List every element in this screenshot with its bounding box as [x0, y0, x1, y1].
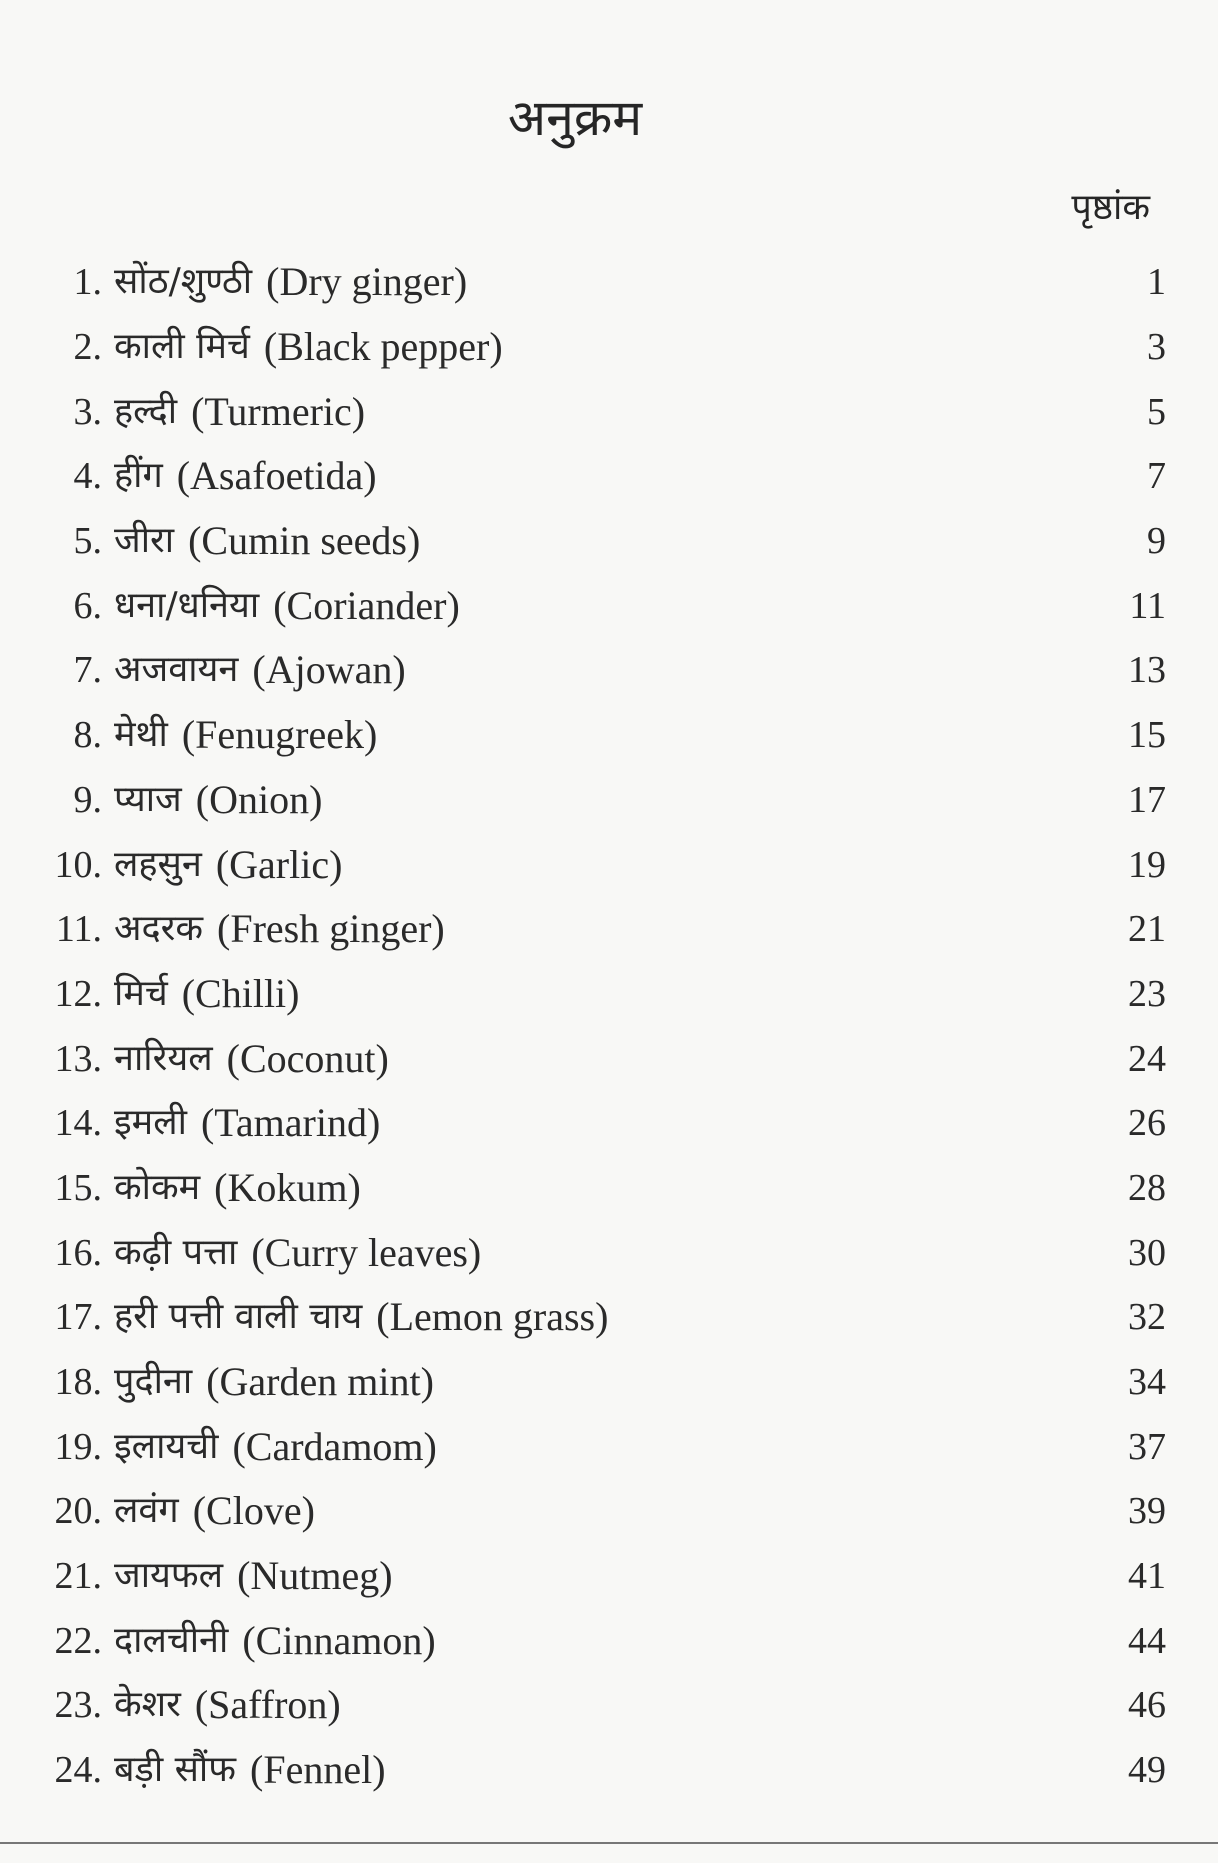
toc-entry-number: 3.	[73, 390, 102, 433]
toc-entry-hindi-title: अजवायन	[114, 649, 239, 691]
toc-entry-page-number: 39	[1128, 1490, 1166, 1533]
toc-entry-page-number: 37	[1128, 1425, 1166, 1468]
toc-entry-number: 4.	[73, 455, 102, 498]
toc-entry-english-title: (Fresh ginger)	[217, 906, 445, 952]
toc-entry-page-number: 7	[1147, 455, 1166, 498]
toc-entry-english-title: (Fennel)	[250, 1747, 386, 1793]
toc-entry-english-title: (Lemon grass)	[376, 1294, 609, 1340]
toc-entry-page-number: 21	[1128, 908, 1166, 951]
toc-entry	[36, 1220, 1166, 1285]
toc-entry-number: 6.	[73, 584, 102, 627]
toc-entry-english-title: (Garlic)	[215, 841, 343, 887]
toc-entry-hindi-title: काली मिर्च	[114, 326, 250, 368]
toc-entry	[36, 1285, 1166, 1350]
toc-entry-english-title: (Black pepper)	[263, 324, 503, 370]
toc-entry-english-title: (Cumin seeds)	[188, 518, 421, 564]
toc-entry	[36, 1479, 1166, 1544]
toc-entry-number: 19.	[54, 1425, 102, 1468]
toc-entry-page-number: 46	[1128, 1684, 1166, 1727]
toc-entry-hindi-title: जायफल	[114, 1555, 224, 1597]
toc-entry-number: 16.	[54, 1231, 102, 1274]
toc-entry-number: 17.	[54, 1296, 102, 1339]
toc-entry	[36, 250, 1166, 315]
toc-entry-english-title: (Nutmeg)	[237, 1553, 393, 1599]
toc-entry-page-number: 23	[1128, 972, 1166, 1015]
toc-entry	[36, 832, 1166, 897]
toc-entry-english-title: (Chilli)	[181, 970, 300, 1016]
toc-entry-hindi-title: हरी पत्ती वाली चाय	[114, 1296, 363, 1338]
toc-entry-hindi-title: कढ़ी पत्ता	[114, 1231, 238, 1273]
toc-entry-number: 22.	[54, 1619, 102, 1662]
toc-entry-hindi-title: नारियल	[114, 1037, 213, 1079]
toc-entry-hindi-title: कोकम	[114, 1166, 201, 1208]
toc-entry-number: 21.	[54, 1555, 102, 1598]
toc-entry-english-title: (Kokum)	[214, 1164, 361, 1210]
toc-entry-page-number: 32	[1128, 1296, 1166, 1339]
toc-entry-number: 13.	[54, 1037, 102, 1080]
toc-entry	[36, 1673, 1166, 1738]
toc-entry-number: 10.	[54, 843, 102, 886]
toc-entry	[36, 1738, 1166, 1803]
toc-entry-english-title: (Coriander)	[273, 582, 460, 628]
toc-entry-english-title: (Dry ginger)	[266, 259, 468, 305]
toc-entry-page-number: 28	[1128, 1166, 1166, 1209]
toc-entry-number: 8.	[73, 714, 102, 757]
toc-entry-page-number: 17	[1128, 778, 1166, 821]
toc-entry-hindi-title: मेथी	[114, 714, 168, 756]
toc-entry-english-title: (Tamarind)	[200, 1100, 381, 1146]
toc-entry	[36, 897, 1166, 962]
toc-entry-english-title: (Coconut)	[226, 1035, 389, 1081]
toc-entry-page-number: 49	[1128, 1749, 1166, 1792]
toc-entry-page-number: 5	[1147, 390, 1166, 433]
toc-entry-page-number: 44	[1128, 1619, 1166, 1662]
toc-entry-hindi-title: बड़ी सौंफ	[114, 1749, 236, 1791]
toc-entry-hindi-title: हल्दी	[114, 390, 178, 432]
toc-entry-hindi-title: केशर	[114, 1684, 181, 1726]
toc-entry	[36, 444, 1166, 509]
toc-entry-english-title: (Fenugreek)	[181, 712, 378, 758]
toc-entry-english-title: (Ajowan)	[252, 647, 406, 693]
toc-entry-page-number: 3	[1147, 326, 1166, 369]
toc-entry-english-title: (Cinnamon)	[242, 1617, 436, 1663]
toc-entry	[36, 1608, 1166, 1673]
toc-entry-number: 15.	[54, 1166, 102, 1209]
toc-entry-english-title: (Garden mint)	[206, 1359, 434, 1405]
toc-entry-number: 11.	[55, 908, 102, 951]
toc-entry-english-title: (Onion)	[195, 776, 323, 822]
toc-entry-page-number: 9	[1147, 520, 1166, 563]
bottom-divider	[0, 1842, 1218, 1844]
toc-entry-english-title: (Asafoetida)	[176, 453, 377, 499]
toc-entry-english-title: (Saffron)	[194, 1682, 341, 1728]
toc-entry-number: 24.	[54, 1749, 102, 1792]
toc-entry	[36, 1026, 1166, 1091]
toc-entry-hindi-title: लहसुन	[114, 843, 202, 885]
toc-entry-page-number: 34	[1128, 1361, 1166, 1404]
toc-entry-hindi-title: धना/धनिया	[114, 584, 260, 626]
toc-entry-page-number: 13	[1128, 649, 1166, 692]
toc-entry	[36, 1350, 1166, 1415]
toc-entry	[36, 638, 1166, 703]
toc-entry-page-number: 41	[1128, 1555, 1166, 1598]
toc-entry-english-title: (Curry leaves)	[251, 1229, 482, 1275]
toc-entry-number: 12.	[54, 972, 102, 1015]
toc-entry-english-title: (Turmeric)	[191, 388, 366, 434]
toc-entry	[36, 1156, 1166, 1221]
toc-entry	[36, 1091, 1166, 1156]
toc-entry-page-number: 15	[1128, 714, 1166, 757]
toc-entry-english-title: (Cardamom)	[232, 1423, 437, 1469]
table-of-contents	[36, 250, 1166, 1803]
toc-entry-hindi-title: पुदीना	[114, 1361, 193, 1403]
toc-entry-number: 23.	[54, 1684, 102, 1727]
toc-entry-hindi-title: इमली	[114, 1102, 187, 1144]
toc-entry	[36, 509, 1166, 574]
toc-entry-page-number: 30	[1128, 1231, 1166, 1274]
toc-entry	[36, 1544, 1166, 1609]
toc-entry	[36, 379, 1166, 444]
toc-entry-hindi-title: लवंग	[114, 1490, 179, 1532]
toc-entry-hindi-title: सोंठ/शुण्ठी	[114, 261, 253, 303]
toc-entry-page-number: 11	[1129, 584, 1166, 627]
toc-entry-number: 14.	[54, 1102, 102, 1145]
toc-entry	[36, 573, 1166, 638]
toc-entry-number: 7.	[73, 649, 102, 692]
toc-entry-page-number: 19	[1128, 843, 1166, 886]
toc-entry-number: 2.	[73, 326, 102, 369]
toc-entry	[36, 703, 1166, 768]
toc-entry-hindi-title: जीरा	[114, 520, 175, 562]
toc-entry	[36, 962, 1166, 1027]
toc-entry-number: 18.	[54, 1361, 102, 1404]
toc-entry-hindi-title: हींग	[114, 455, 163, 497]
toc-entry-number: 1.	[73, 261, 102, 304]
toc-entry-page-number: 1	[1147, 261, 1166, 304]
toc-entry	[36, 1414, 1166, 1479]
toc-entry-number: 20.	[54, 1490, 102, 1533]
toc-entry	[36, 768, 1166, 833]
toc-entry-hindi-title: मिर्च	[114, 972, 168, 1014]
toc-entry	[36, 315, 1166, 380]
toc-entry-hindi-title: अदरक	[114, 908, 203, 950]
toc-entry-english-title: (Clove)	[192, 1488, 315, 1534]
toc-entry-hindi-title: दालचीनी	[114, 1619, 229, 1661]
page-number-column-label: पृष्ठांक	[1071, 187, 1150, 228]
toc-entry-page-number: 26	[1128, 1102, 1166, 1145]
toc-entry-page-number: 24	[1128, 1037, 1166, 1080]
toc-entry-number: 5.	[73, 520, 102, 563]
page-title: अनुक्रम	[507, 89, 643, 147]
toc-entry-number: 9.	[73, 778, 102, 821]
toc-entry-hindi-title: प्याज	[114, 778, 182, 820]
toc-entry-hindi-title: इलायची	[114, 1425, 219, 1467]
